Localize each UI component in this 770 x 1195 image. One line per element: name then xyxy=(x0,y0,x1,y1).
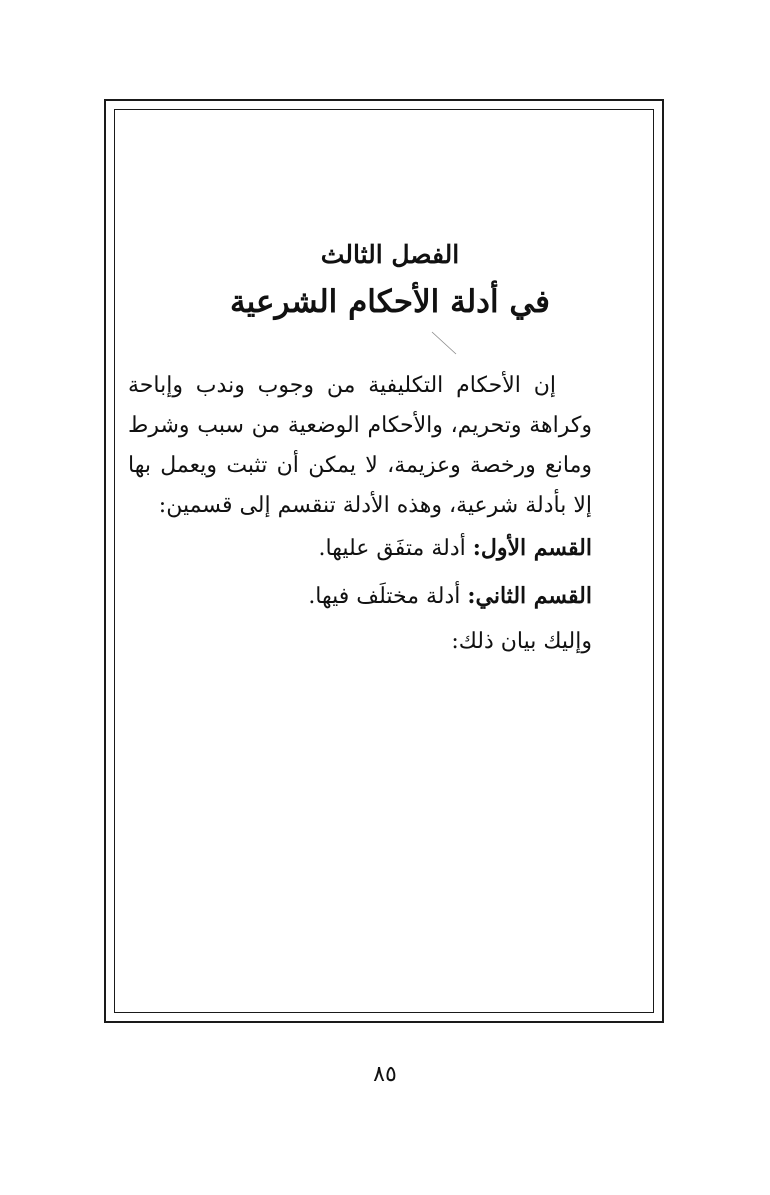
division-second xyxy=(128,576,592,617)
division-second-label: القسم الثاني: xyxy=(467,583,592,609)
chapter-label: الفصل الثالث xyxy=(320,240,460,269)
closing-line: وإليك بيان ذلك: xyxy=(451,629,592,654)
division-first xyxy=(128,528,592,569)
intro-paragraph-text: إن الأحكام التكليفية من وجوب وندب وإباحة وكراهة وتحريم، والأحكام الوضعية من سبب وشرط ومانع ورخصة وعزيمة، لا يمكن أن تثبت ويعمل بها إلا بأدلة شرعية، وهذه الأدلة تنقسم إلى قسمين: xyxy=(128,373,592,518)
division-first-label: القسم الأول: xyxy=(472,535,592,561)
division-second-text: أدلة مختلَف فيها. xyxy=(308,584,461,609)
stray-mark xyxy=(430,330,460,360)
division-first-text: أدلة متفَق عليها. xyxy=(318,536,466,561)
chapter-title: في أدلة الأحكام الشرعية xyxy=(229,284,551,320)
intro-paragraph xyxy=(128,366,592,526)
page-number: ٨٥ xyxy=(373,1062,397,1087)
